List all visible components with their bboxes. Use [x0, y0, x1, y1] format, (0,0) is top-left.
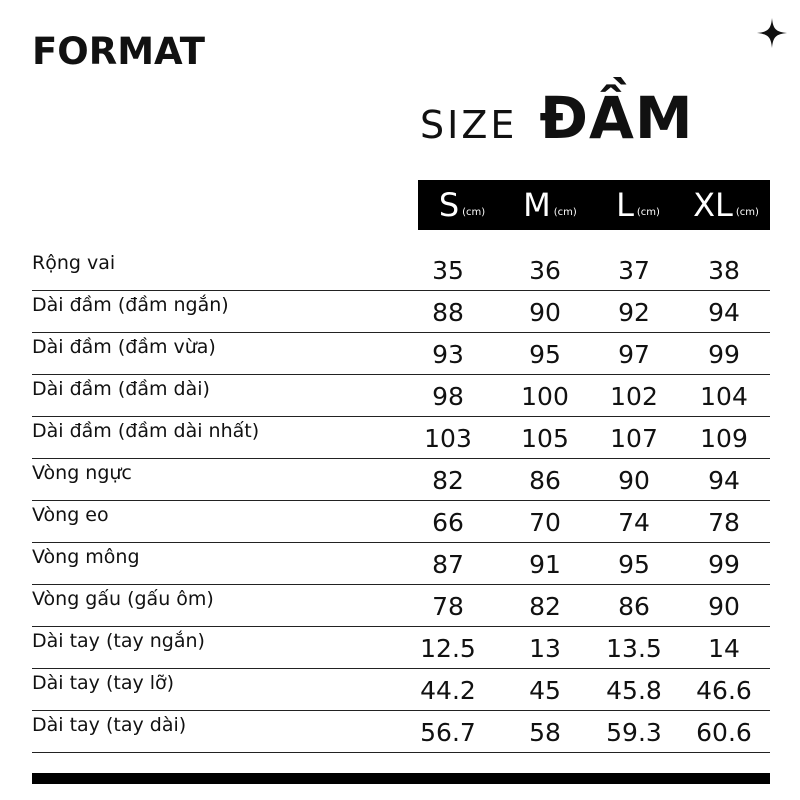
table-row: [32, 500, 770, 543]
row-label: Vòng mông: [32, 546, 140, 568]
size-header-label: M: [523, 186, 551, 224]
table-row: [32, 248, 770, 291]
row-label: Vòng ngực: [32, 462, 132, 484]
cell-value-s: 88: [432, 298, 464, 327]
bottom-divider: [32, 773, 770, 784]
size-header-unit: (cm): [735, 206, 759, 218]
size-header-unit: (cm): [636, 206, 660, 218]
cell-value-xl: 46.6: [696, 676, 752, 705]
cell-value-l: 90: [618, 466, 650, 495]
table-row: [32, 458, 770, 501]
cell-value-l: 92: [618, 298, 650, 327]
cell-value-s: 98: [432, 382, 464, 411]
table-row: [32, 710, 770, 753]
row-label: Rộng vai: [32, 252, 116, 274]
row-label: Vòng gấu (gấu ôm): [32, 588, 214, 610]
cell-value-xl: 94: [708, 466, 740, 495]
cell-value-xl: 109: [700, 424, 748, 453]
cell-value-xl: 94: [708, 298, 740, 327]
cell-value-xl: 90: [708, 592, 740, 621]
cell-value-m: 95: [529, 340, 561, 369]
table-row: [32, 290, 770, 333]
cell-value-l: 37: [618, 256, 650, 285]
size-header-unit: (cm): [553, 206, 577, 218]
cell-value-l: 86: [618, 592, 650, 621]
table-row: [32, 332, 770, 375]
size-header-bar: [418, 180, 770, 230]
cell-value-m: 82: [529, 592, 561, 621]
cell-value-l: 97: [618, 340, 650, 369]
cell-value-xl: 78: [708, 508, 740, 537]
cell-value-xl: 99: [708, 550, 740, 579]
cell-value-m: 58: [529, 718, 561, 747]
cell-value-m: 90: [529, 298, 561, 327]
table-row: [32, 416, 770, 459]
cell-value-s: 87: [432, 550, 464, 579]
size-header-l: [594, 180, 682, 230]
table-row: [32, 374, 770, 417]
cell-value-l: 95: [618, 550, 650, 579]
cell-value-s: 35: [432, 256, 464, 285]
size-header-label: XL: [693, 186, 733, 224]
cell-value-l: 59.3: [606, 718, 662, 747]
cell-value-l: 107: [610, 424, 658, 453]
cell-value-m: 91: [529, 550, 561, 579]
cell-value-xl: 38: [708, 256, 740, 285]
cell-value-xl: 104: [700, 382, 748, 411]
cell-value-m: 36: [529, 256, 561, 285]
page-title: [420, 84, 694, 152]
cell-value-s: 66: [432, 508, 464, 537]
size-header-label: S: [438, 186, 460, 224]
cell-value-s: 78: [432, 592, 464, 621]
cell-value-s: 56.7: [420, 718, 476, 747]
row-label: Dài tay (tay ngắn): [32, 630, 205, 652]
table-row: [32, 626, 770, 669]
size-header-m: [506, 180, 594, 230]
row-label: Dài đầm (đầm dài): [32, 378, 210, 400]
cell-value-s: 82: [432, 466, 464, 495]
title-product: ĐẦM: [539, 84, 694, 152]
cell-value-l: 102: [610, 382, 658, 411]
size-header-label: L: [616, 186, 634, 224]
row-label: Vòng eo: [32, 504, 109, 526]
cell-value-l: 45.8: [606, 676, 662, 705]
cell-value-s: 103: [424, 424, 472, 453]
title-prefix: SIZE: [420, 103, 518, 147]
table-row: [32, 584, 770, 627]
cell-value-m: 105: [521, 424, 569, 453]
cell-value-s: 44.2: [420, 676, 476, 705]
size-header-xl: [682, 180, 770, 230]
cell-value-m: 45: [529, 676, 561, 705]
brand-logo: FORMAT: [32, 30, 206, 73]
table-row: [32, 668, 770, 711]
cell-value-s: 93: [432, 340, 464, 369]
row-label: Dài đầm (đầm ngắn): [32, 294, 229, 316]
cell-value-s: 12.5: [420, 634, 476, 663]
cell-value-m: 100: [521, 382, 569, 411]
row-label: Dài tay (tay dài): [32, 714, 187, 736]
four-point-star-icon: [755, 16, 789, 50]
row-label: Dài tay (tay lỡ): [32, 672, 175, 694]
cell-value-m: 86: [529, 466, 561, 495]
table-row: [32, 542, 770, 585]
cell-value-l: 13.5: [606, 634, 662, 663]
row-label: Dài đầm (đầm vừa): [32, 336, 216, 358]
cell-value-m: 13: [529, 634, 561, 663]
cell-value-xl: 14: [708, 634, 740, 663]
size-header-s: [418, 180, 506, 230]
cell-value-xl: 60.6: [696, 718, 752, 747]
cell-value-xl: 99: [708, 340, 740, 369]
cell-value-l: 74: [618, 508, 650, 537]
size-header-unit: (cm): [462, 206, 486, 218]
cell-value-m: 70: [529, 508, 561, 537]
row-label: Dài đầm (đầm dài nhất): [32, 420, 260, 442]
